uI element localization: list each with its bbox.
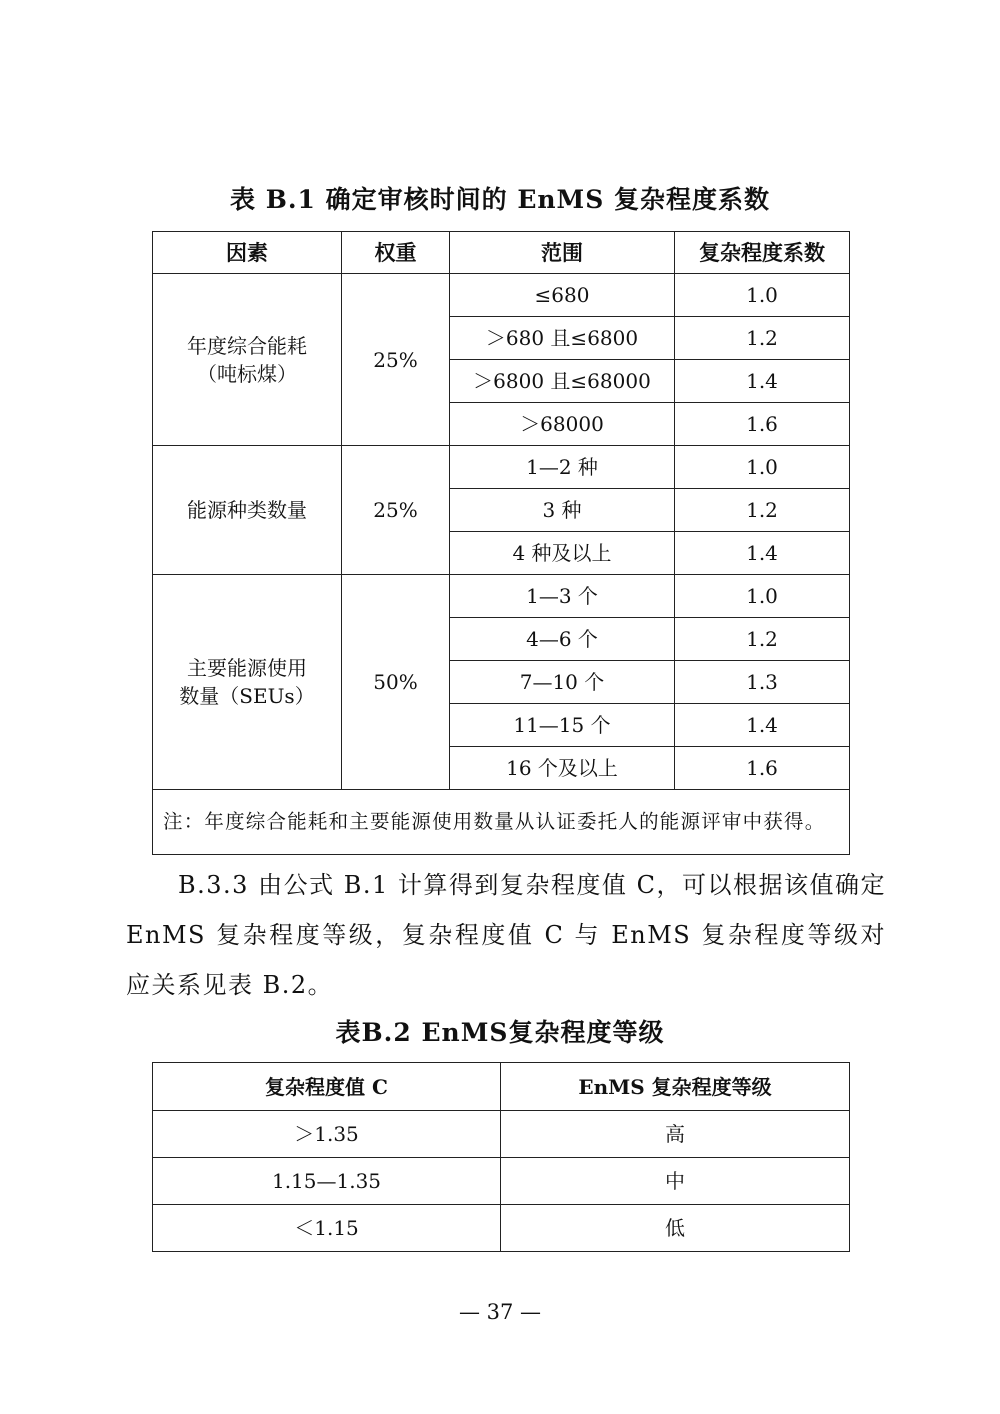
factor-line: 年度综合能耗: [187, 333, 307, 358]
coef-cell: 1.0: [675, 575, 850, 618]
body-paragraph: [126, 860, 886, 1010]
level-cell: 中: [501, 1158, 850, 1205]
header-range: 范围: [450, 232, 675, 274]
range-cell: ≤680: [450, 274, 675, 317]
coef-cell: 1.0: [675, 446, 850, 489]
factor-line: （吨标煤）: [197, 361, 297, 386]
table-b1: [152, 231, 850, 855]
table-row: [153, 1205, 850, 1252]
page-number: — 37 —: [458, 1300, 542, 1324]
table-b1-title: 表 B.1 确定审核时间的 EnMS 复杂程度系数: [229, 185, 770, 214]
table-row: [153, 446, 850, 489]
table-b1-header-row: [153, 232, 850, 274]
range-cell: 7—10 个: [450, 661, 675, 704]
range-cell: 4—6 个: [450, 618, 675, 661]
coef-cell: 1.2: [675, 618, 850, 661]
header-weight: 权重: [342, 232, 450, 274]
range-cell: ＞6800 且≤68000: [450, 360, 675, 403]
table-row: [153, 575, 850, 618]
header-factor: 因素: [153, 232, 342, 274]
coef-cell: 1.6: [675, 403, 850, 446]
range-cell: 4 种及以上: [450, 532, 675, 575]
value-cell: ＞1.35: [153, 1111, 501, 1158]
value-cell: 1.15—1.35: [153, 1158, 501, 1205]
range-cell: 3 种: [450, 489, 675, 532]
range-cell: 1—3 个: [450, 575, 675, 618]
coef-cell: 1.2: [675, 489, 850, 532]
coef-cell: 1.3: [675, 661, 850, 704]
value-cell: ＜1.15: [153, 1205, 501, 1252]
weight-cell: 25%: [342, 446, 450, 575]
table-row: [153, 1158, 850, 1205]
factor-cell: [153, 274, 342, 446]
table-row: [153, 1111, 850, 1158]
factor-cell: [153, 575, 342, 790]
factor-line: 数量（SEUs）: [179, 684, 315, 708]
table-note: 注：年度综合能耗和主要能源使用数量从认证委托人的能源评审中获得。: [153, 790, 850, 855]
table-note-row: [153, 790, 850, 855]
table-b2: [152, 1062, 850, 1252]
coef-cell: 1.4: [675, 532, 850, 575]
table-b2-header-row: [153, 1063, 850, 1111]
paragraph-text: B.3.3 由公式 B.1 计算得到复杂程度值 C，可以根据该值确定 EnMS 复杂程度等级，复杂程度值 C 与 EnMS 复杂程度等级对应关系见表 B.2。: [126, 871, 886, 999]
level-cell: 低: [501, 1205, 850, 1252]
header-complexity-value: 复杂程度值 C: [153, 1063, 501, 1111]
coef-cell: 1.4: [675, 704, 850, 747]
range-cell: 16 个及以上: [450, 747, 675, 790]
coef-cell: 1.6: [675, 747, 850, 790]
table-b2-title: 表B.2 EnMS复杂程度等级: [335, 1018, 665, 1047]
coef-cell: 1.0: [675, 274, 850, 317]
coef-cell: 1.2: [675, 317, 850, 360]
range-cell: ＞68000: [450, 403, 675, 446]
weight-cell: 25%: [342, 274, 450, 446]
header-complexity-level: EnMS 复杂程度等级: [501, 1063, 850, 1111]
weight-cell: 50%: [342, 575, 450, 790]
factor-cell: [153, 446, 342, 575]
range-cell: ＞680 且≤6800: [450, 317, 675, 360]
factor-line: 主要能源使用: [187, 656, 307, 680]
level-cell: 高: [501, 1111, 850, 1158]
range-cell: 11—15 个: [450, 704, 675, 747]
coef-cell: 1.4: [675, 360, 850, 403]
range-cell: 1—2 种: [450, 446, 675, 489]
table-row: [153, 274, 850, 317]
header-coefficient: 复杂程度系数: [675, 232, 850, 274]
factor-line: 能源种类数量: [187, 498, 307, 522]
